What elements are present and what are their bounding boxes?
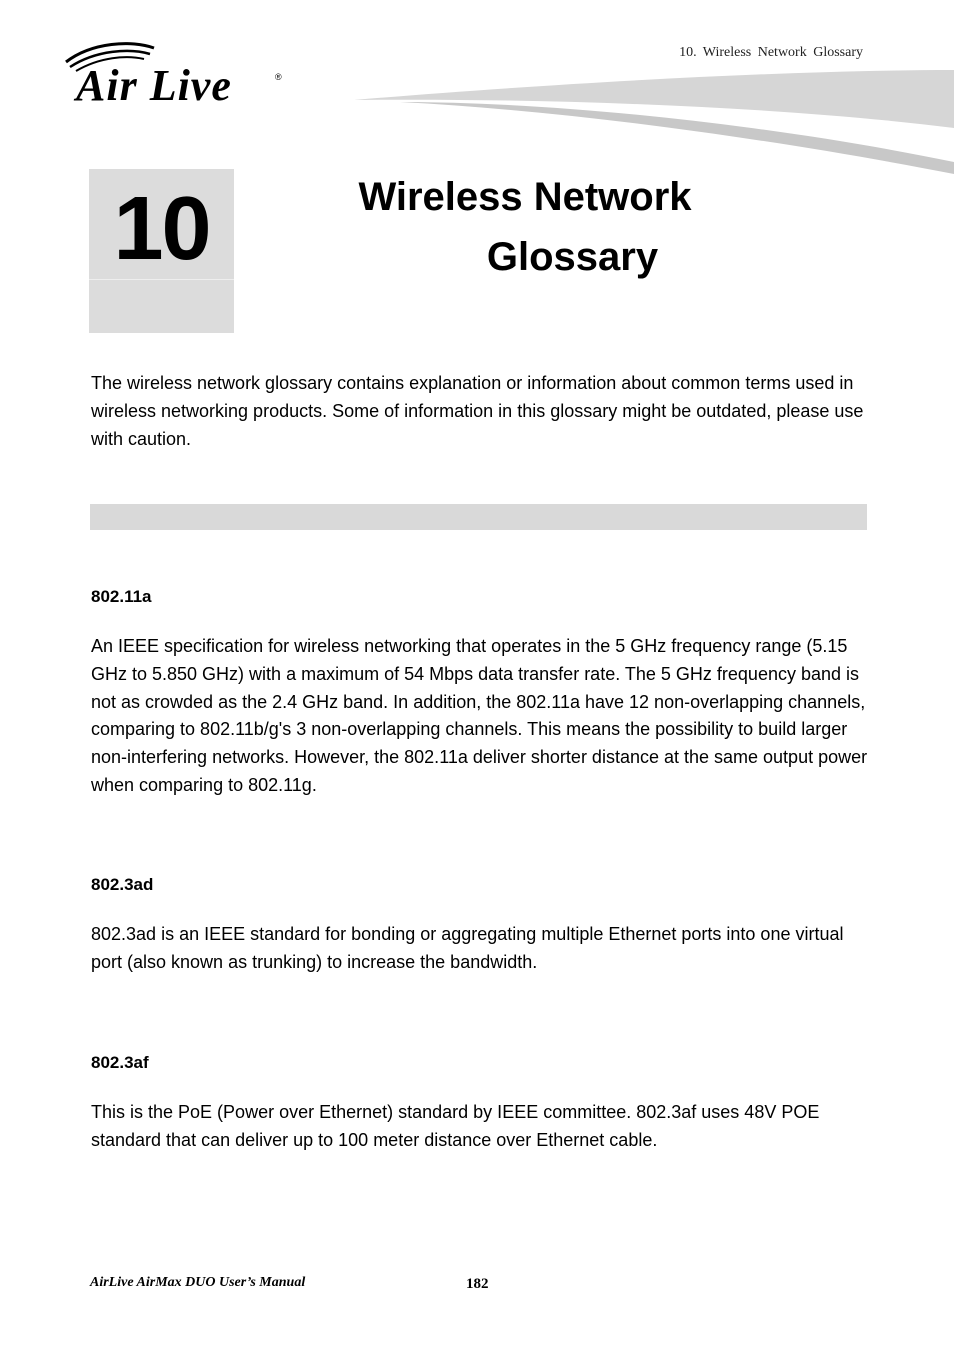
section-divider-bar (90, 504, 867, 530)
chapter-title (300, 167, 750, 287)
glossary-definition: An IEEE specification for wireless networking that operates in the 5 GHz frequency range (5.15 GHz to 5.850 GHz) with a maximum of 54 Mbps data transfer rate. The 5 GHz frequency band is not as crowded as the 2.4 GHz band. In addition, the 802.11a have 12 non-overlapping channels, comparing to 802.11b/g's 3 non-overlapping channels. This means the possibility to build larger non-interfering networks. However, the 802.11a deliver shorter distance at the same output power when comparing to 802.11g. (91, 636, 868, 795)
intro-paragraph: The wireless network glossary contains explanation or information about common terms used in wireless networking products. Some of information in this glossary might be outdated, please use with caution. (91, 373, 864, 449)
glossary-term: 802.3af (91, 1053, 149, 1072)
glossary-definition: This is the PoE (Power over Ethernet) standard by IEEE committee. 802.3af uses 48V POE standard that can deliver up to 100 meter distance over Ethernet cable. (91, 1102, 820, 1150)
chapter-title-line2: Glossary (486, 235, 659, 279)
logo-text: Air Live (76, 61, 232, 110)
page-number: 182 (466, 1276, 489, 1292)
chapter-title-line1: Wireless Network (358, 175, 692, 219)
running-header: 10. Wireless Network Glossary (679, 45, 863, 60)
airlive-logo (62, 40, 292, 110)
header-swoosh (340, 62, 954, 177)
footer-manual-name: AirLive AirMax DUO User’s Manual (90, 1275, 306, 1290)
glossary-term: 802.11a (91, 587, 152, 606)
chapter-box-divider (89, 279, 234, 280)
chapter-number-box (89, 169, 234, 333)
registered-mark: ® (275, 72, 282, 82)
glossary-definition: 802.3ad is an IEEE standard for bonding or aggregating multiple Ethernet ports into one virtual port (also known as trunking) to increase the bandwidth. (91, 924, 844, 972)
glossary-term: 802.3ad (91, 875, 154, 894)
chapter-number: 10 (113, 179, 210, 279)
